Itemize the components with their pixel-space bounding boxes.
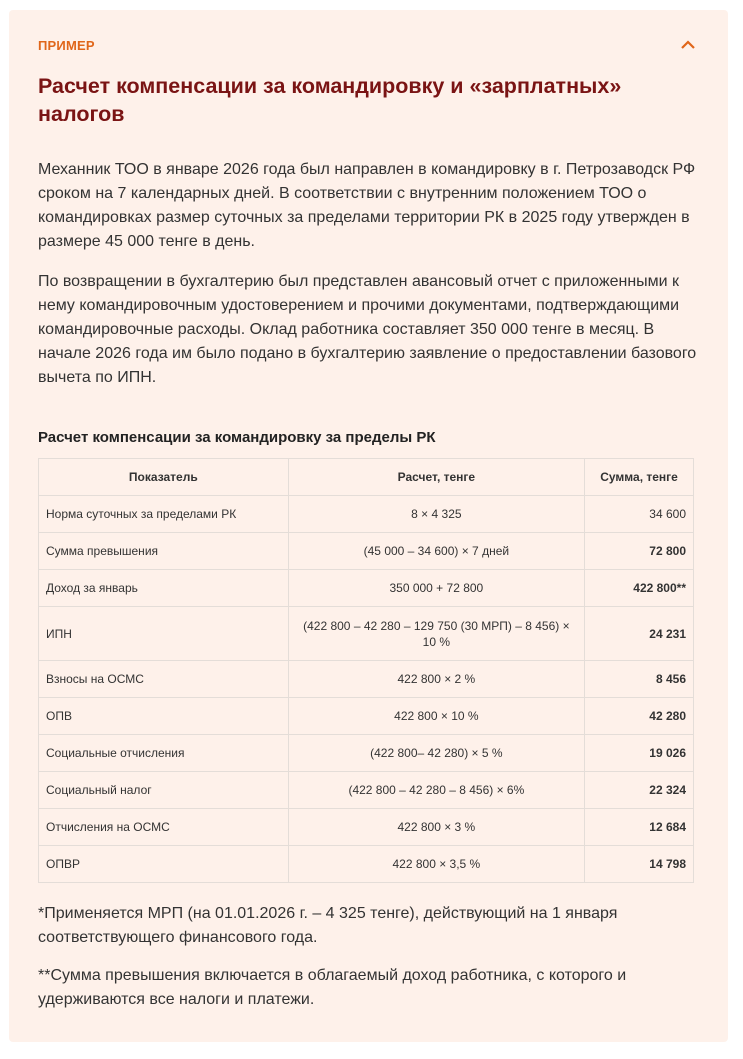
amount-cell: 422 800**: [585, 570, 694, 607]
calculation-cell: (422 800– 42 280) × 5 %: [288, 735, 584, 772]
indicator-cell: Взносы на ОСМС: [39, 661, 289, 698]
table-title: Расчет компенсации за командировку за пределы РК: [38, 429, 436, 446]
table-row: [39, 570, 694, 607]
footnote: **Сумма превышения включается в облагаемый доход работника, с которого и удерживаются все налоги и платежи.: [38, 967, 627, 1008]
paragraph: По возвращении в бухгалтерию был представлен авансовый отчет с приложенными к нему командировочным удостоверением и прочими документами, подтверждающими командировочные расходы. Оклад работника составляет 350 000 тенге в месяц. В начале 2026 года им было подано в бухгалтерию заявление о предоставлении базового вычета по ИПН.: [38, 273, 697, 386]
calculation-cell: (422 800 – 42 280 – 8 456) × 6%: [288, 772, 584, 809]
table-row: [39, 698, 694, 735]
table-row: [39, 809, 694, 846]
chevron-up-icon[interactable]: [680, 38, 696, 52]
paragraph: Механник ТОО в январе 2026 года был направлен в командировку в г. Петрозаводск РФ сроком на 7 календарных дней. В соответствии с внутренним положением ТОО о командировках размер суточных за пределами территории РК в 2025 году утвержден в размере 45 000 тенге в день.: [38, 161, 696, 250]
column-header: Сумма, тенге: [585, 459, 694, 496]
table-row: [39, 533, 694, 570]
indicator-cell: ОПВ: [39, 698, 289, 735]
footnote: *Применяется МРП (на 01.01.2026 г. – 4 325 тенге), действующий на 1 января соответствующего финансового года.: [38, 905, 618, 946]
calculation-table: [38, 458, 694, 883]
table-row: [39, 661, 694, 698]
amount-cell: 72 800: [585, 533, 694, 570]
indicator-cell: Социальный налог: [39, 772, 289, 809]
amount-cell: 19 026: [585, 735, 694, 772]
indicator-cell: Сумма превышения: [39, 533, 289, 570]
calculation-cell: 422 800 × 10 %: [288, 698, 584, 735]
table-row: [39, 735, 694, 772]
table-row: [39, 607, 694, 661]
calculation-cell: (45 000 – 34 600) × 7 дней: [288, 533, 584, 570]
indicator-cell: Доход за январь: [39, 570, 289, 607]
table-row: [39, 496, 694, 533]
calculation-cell: 350 000 + 72 800: [288, 570, 584, 607]
indicator-cell: ОПВР: [39, 846, 289, 883]
amount-cell: 34 600: [585, 496, 694, 533]
table-row: [39, 846, 694, 883]
calculation-cell: 422 800 × 3 %: [288, 809, 584, 846]
column-header: Расчет, тенге: [288, 459, 584, 496]
indicator-cell: Социальные отчисления: [39, 735, 289, 772]
example-card: [9, 10, 728, 1042]
amount-cell: 22 324: [585, 772, 694, 809]
amount-cell: 42 280: [585, 698, 694, 735]
calculation-cell: 422 800 × 3,5 %: [288, 846, 584, 883]
amount-cell: 12 684: [585, 809, 694, 846]
table-row: [39, 772, 694, 809]
indicator-cell: Норма суточных за пределами РК: [39, 496, 289, 533]
calculation-cell: 422 800 × 2 %: [288, 661, 584, 698]
calculation-cell: 8 × 4 325: [288, 496, 584, 533]
example-label: ПРИМЕР: [38, 38, 95, 53]
example-title: Расчет компенсации за командировку и «зарплатных» налогов: [38, 74, 622, 126]
indicator-cell: ИПН: [39, 607, 289, 661]
column-header: Показатель: [39, 459, 289, 496]
calculation-cell: (422 800 – 42 280 – 129 750 (30 МРП) – 8 456) × 10 %: [288, 607, 584, 661]
indicator-cell: Отчисления на ОСМС: [39, 809, 289, 846]
amount-cell: 14 798: [585, 846, 694, 883]
amount-cell: 24 231: [585, 607, 694, 661]
amount-cell: 8 456: [585, 661, 694, 698]
table-header-row: [39, 459, 694, 496]
